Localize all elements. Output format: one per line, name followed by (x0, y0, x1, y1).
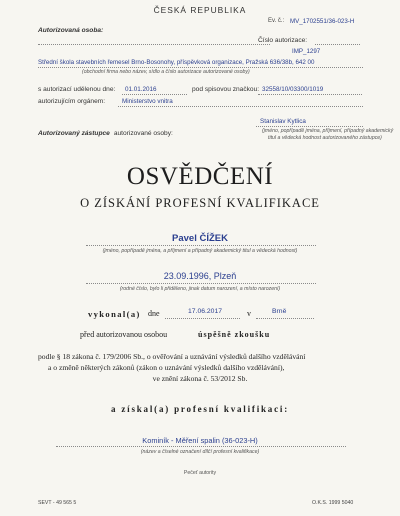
holder-birth-caption: (rodné číslo, bylo li přiděleno, jinak datum narození, a místo narození) (119, 286, 281, 292)
qualification-caption: (název a číselné označení dílčí profesní kvalifikace) (140, 449, 260, 455)
legal-line-3: ve znění zákona č. 53/2012 Sb. (152, 374, 248, 383)
representative-value: Stanislav Kytlica (260, 118, 306, 125)
imp-value: IMP_1297 (292, 48, 321, 55)
authority-label: Autorizovaná osoba: (38, 27, 104, 34)
ref-label: Ev. č.: (268, 18, 285, 24)
granted-label: s autorizací udělenou dne: (38, 86, 116, 93)
footer-left-code: SEVT - 49 565 5 (38, 500, 77, 506)
body-value: Ministerstvo vnitra (122, 98, 173, 105)
date-value: 17.06.2017 (188, 308, 223, 315)
holder-birth: 23.09.1996, Plzeň (163, 271, 237, 281)
before-label: před autorizovanou osobou (80, 330, 168, 339)
authority-name-value: Střední škola stavebních řemesel Brno-Bosonohy, příspěvková organizace, Pražská 636/38b, 642 00 (38, 59, 315, 66)
ref-value: MV_1702551/36-023-H (290, 17, 355, 25)
granted-value: 01.01.2016 (125, 86, 157, 93)
legal-line-2: a o změně některých zákonů (zákon o uznávání výsledků dalšího vzdělávání), (48, 363, 285, 372)
legal-line-1: podle § 18 zákona č. 179/2006 Sb., o ověřování a uznávání výsledků dalšího vzdělávání (38, 352, 306, 361)
holder-name: Pavel ČÍŽEK (172, 233, 228, 244)
representative-label (38, 122, 173, 140)
representative-caption-1: (jméno, popřípadě jména, příjmení, případný akademický (262, 128, 394, 134)
place-label: v (247, 309, 251, 318)
certificate-subtitle: O ZÍSKÁNÍ PROFESNÍ KVALIFIKACE (80, 196, 320, 210)
seal-caption: Pečeť autority (183, 470, 217, 476)
authorization-number-label: Číslo autorizace: (258, 37, 308, 44)
date-label: dne (148, 309, 160, 318)
qualification-value: Kominík - Měření spalin (36-023-H) (142, 436, 258, 445)
performed-label: vykonal(a) (88, 309, 141, 319)
country-heading: ČESKÁ REPUBLIKA (153, 5, 247, 15)
place-value: Brně (272, 308, 287, 315)
file-label: pod spisovou značkou: (192, 86, 260, 93)
file-value: 32558/10/03300/1019 (262, 86, 324, 93)
holder-name-caption: (jméno, popřípadě jména, a příjmení a případný akademický titul a vědecká hodnost) (102, 248, 298, 254)
authority-name-caption: (obchodní firma nebo název, sídlo a číslo autorizace autorizované osoby) (82, 69, 250, 75)
qualification-heading: a získal(a) profesní kvalifikaci: (111, 404, 289, 414)
exam-result: úspěšně zkoušku (198, 330, 271, 339)
representative-caption-2: titul a vědecká hodnost autorizovaného zástupce) (268, 135, 382, 141)
certificate-title: OSVĚDČENÍ (126, 163, 274, 190)
representative-label-bold: Autorizovaný zástupce (38, 130, 110, 137)
representative-label-rest: autorizované osoby: (113, 130, 173, 137)
body-label: autorizujícím orgánem: (38, 98, 106, 105)
footer-right-code: O.K.S. 1999 5040 (312, 500, 354, 506)
